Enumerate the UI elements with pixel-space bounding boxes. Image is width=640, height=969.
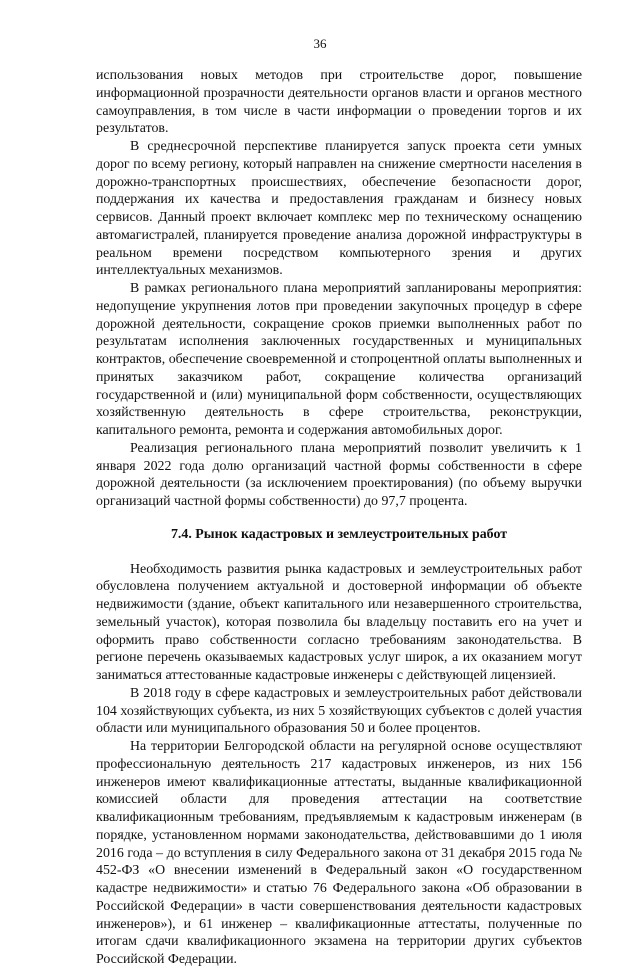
paragraph-regional-plan: В рамках регионального плана мероприятий запланированы мероприятия: недопущение укрупнения лотов при проведении закупочных процедур в сфере дорожной деятельности, сокращение сроков приемки выполненных работ по результатам исполнения заключенных государственных и муниципальных контрактов, обеспечение своевременной и стопроцентной оплаты выполненных и принятых заказчиком работ, сокращение количества организаций государственной и (или) муниципальной форм собственности, осуществляющих хозяйственную деятельность в сфере строительства, реконструкции, капитального ремонта, ремонта и содержания автомобильных дорог. xyxy=(96,281,582,438)
section-heading: 7.4. Рынок кадастровых и землеустроительных работ xyxy=(170,526,508,542)
paragraph-plan-result: Реализация регионального плана мероприятий позволит увеличить к 1 января 2022 года долю организаций частной формы собственности в сфере дорожной деятельности (за исключением проектирования) (по объему выручки организаций частной формы собственности) до 97,7 процента. xyxy=(96,440,582,509)
document-body xyxy=(96,67,582,969)
paragraph-continuation: использования новых методов при строительстве дорог, повышение информационной прозрачности деятельности органов власти и органов местного самоуправления, в том числе в части информации о проведении торгов и их результатов. xyxy=(96,68,582,137)
paragraph-smart-roads: В среднесрочной перспективе планируется запуск проекта сети умных дорог по всему региону, который направлен на снижение смертности населения в дорожно-транспортных происшествиях, обеспечение безопасности дорог, поддержания их качества и предоставления гражданам и бизнесу новых сервисов. Данный проект включает комплекс мер по техническому оснащению автомагистралей, планируется проведение анализа дорожной инфраструктуры в реальном времени посредством компьютерного зрения и других интеллектуальных механизмов. xyxy=(96,139,582,279)
paragraph-market-need: Необходимость развития рынка кадастровых и землеустроительных работ обусловлена получением актуальной и достоверной информации об объекте недвижимости (здание, объект капитального или незавершенного строительства, земельный участок), которая позволила бы владельцу поставить его на учет и оформить право собственности согласно требованиям законодательства. В регионе перечень оказываемых кадастровых услуг широк, а их оказанием могут заниматься аттестованные кадастровые инженеры с действующей лицензией. xyxy=(96,561,582,683)
paragraph-2018-subjects: В 2018 году в сфере кадастровых и землеустроительных работ действовали 104 хозяйствующих субъекта, из них 5 хозяйствующих субъектов с долей участия области или муниципального образования 50 и более процентов. xyxy=(96,685,582,737)
page-number: 36 xyxy=(313,36,327,51)
paragraph-cadastral-engineers: На территории Белгородской области на регулярной основе осуществляют профессиональную деятельность 217 кадастровых инженеров, из них 156 инженеров имеют квалификационные аттестаты, выданные квалификационной комиссией области для проведения аттестации на соответствие квалификационным требованиям, предъявляемым к кадастровым инженерам (в порядке, установленном нормами законодательства, действовавшими до 1 июля 2016 года – до вступления в силу Федерального закона от 31 декабря 2015 года № 452-ФЗ «О внесении изменений в Федеральный закон «О государственном кадастре недвижимости» и статью 76 Федерального закона «Об образовании в Российской Федерации» в части совершенствования деятельности кадастровых инженеров»), и 61 инженер – квалификационные аттестаты, полученные по итогам сдачи квалификационного экзамена на территории других субъектов Российской Федерации. xyxy=(96,739,582,967)
